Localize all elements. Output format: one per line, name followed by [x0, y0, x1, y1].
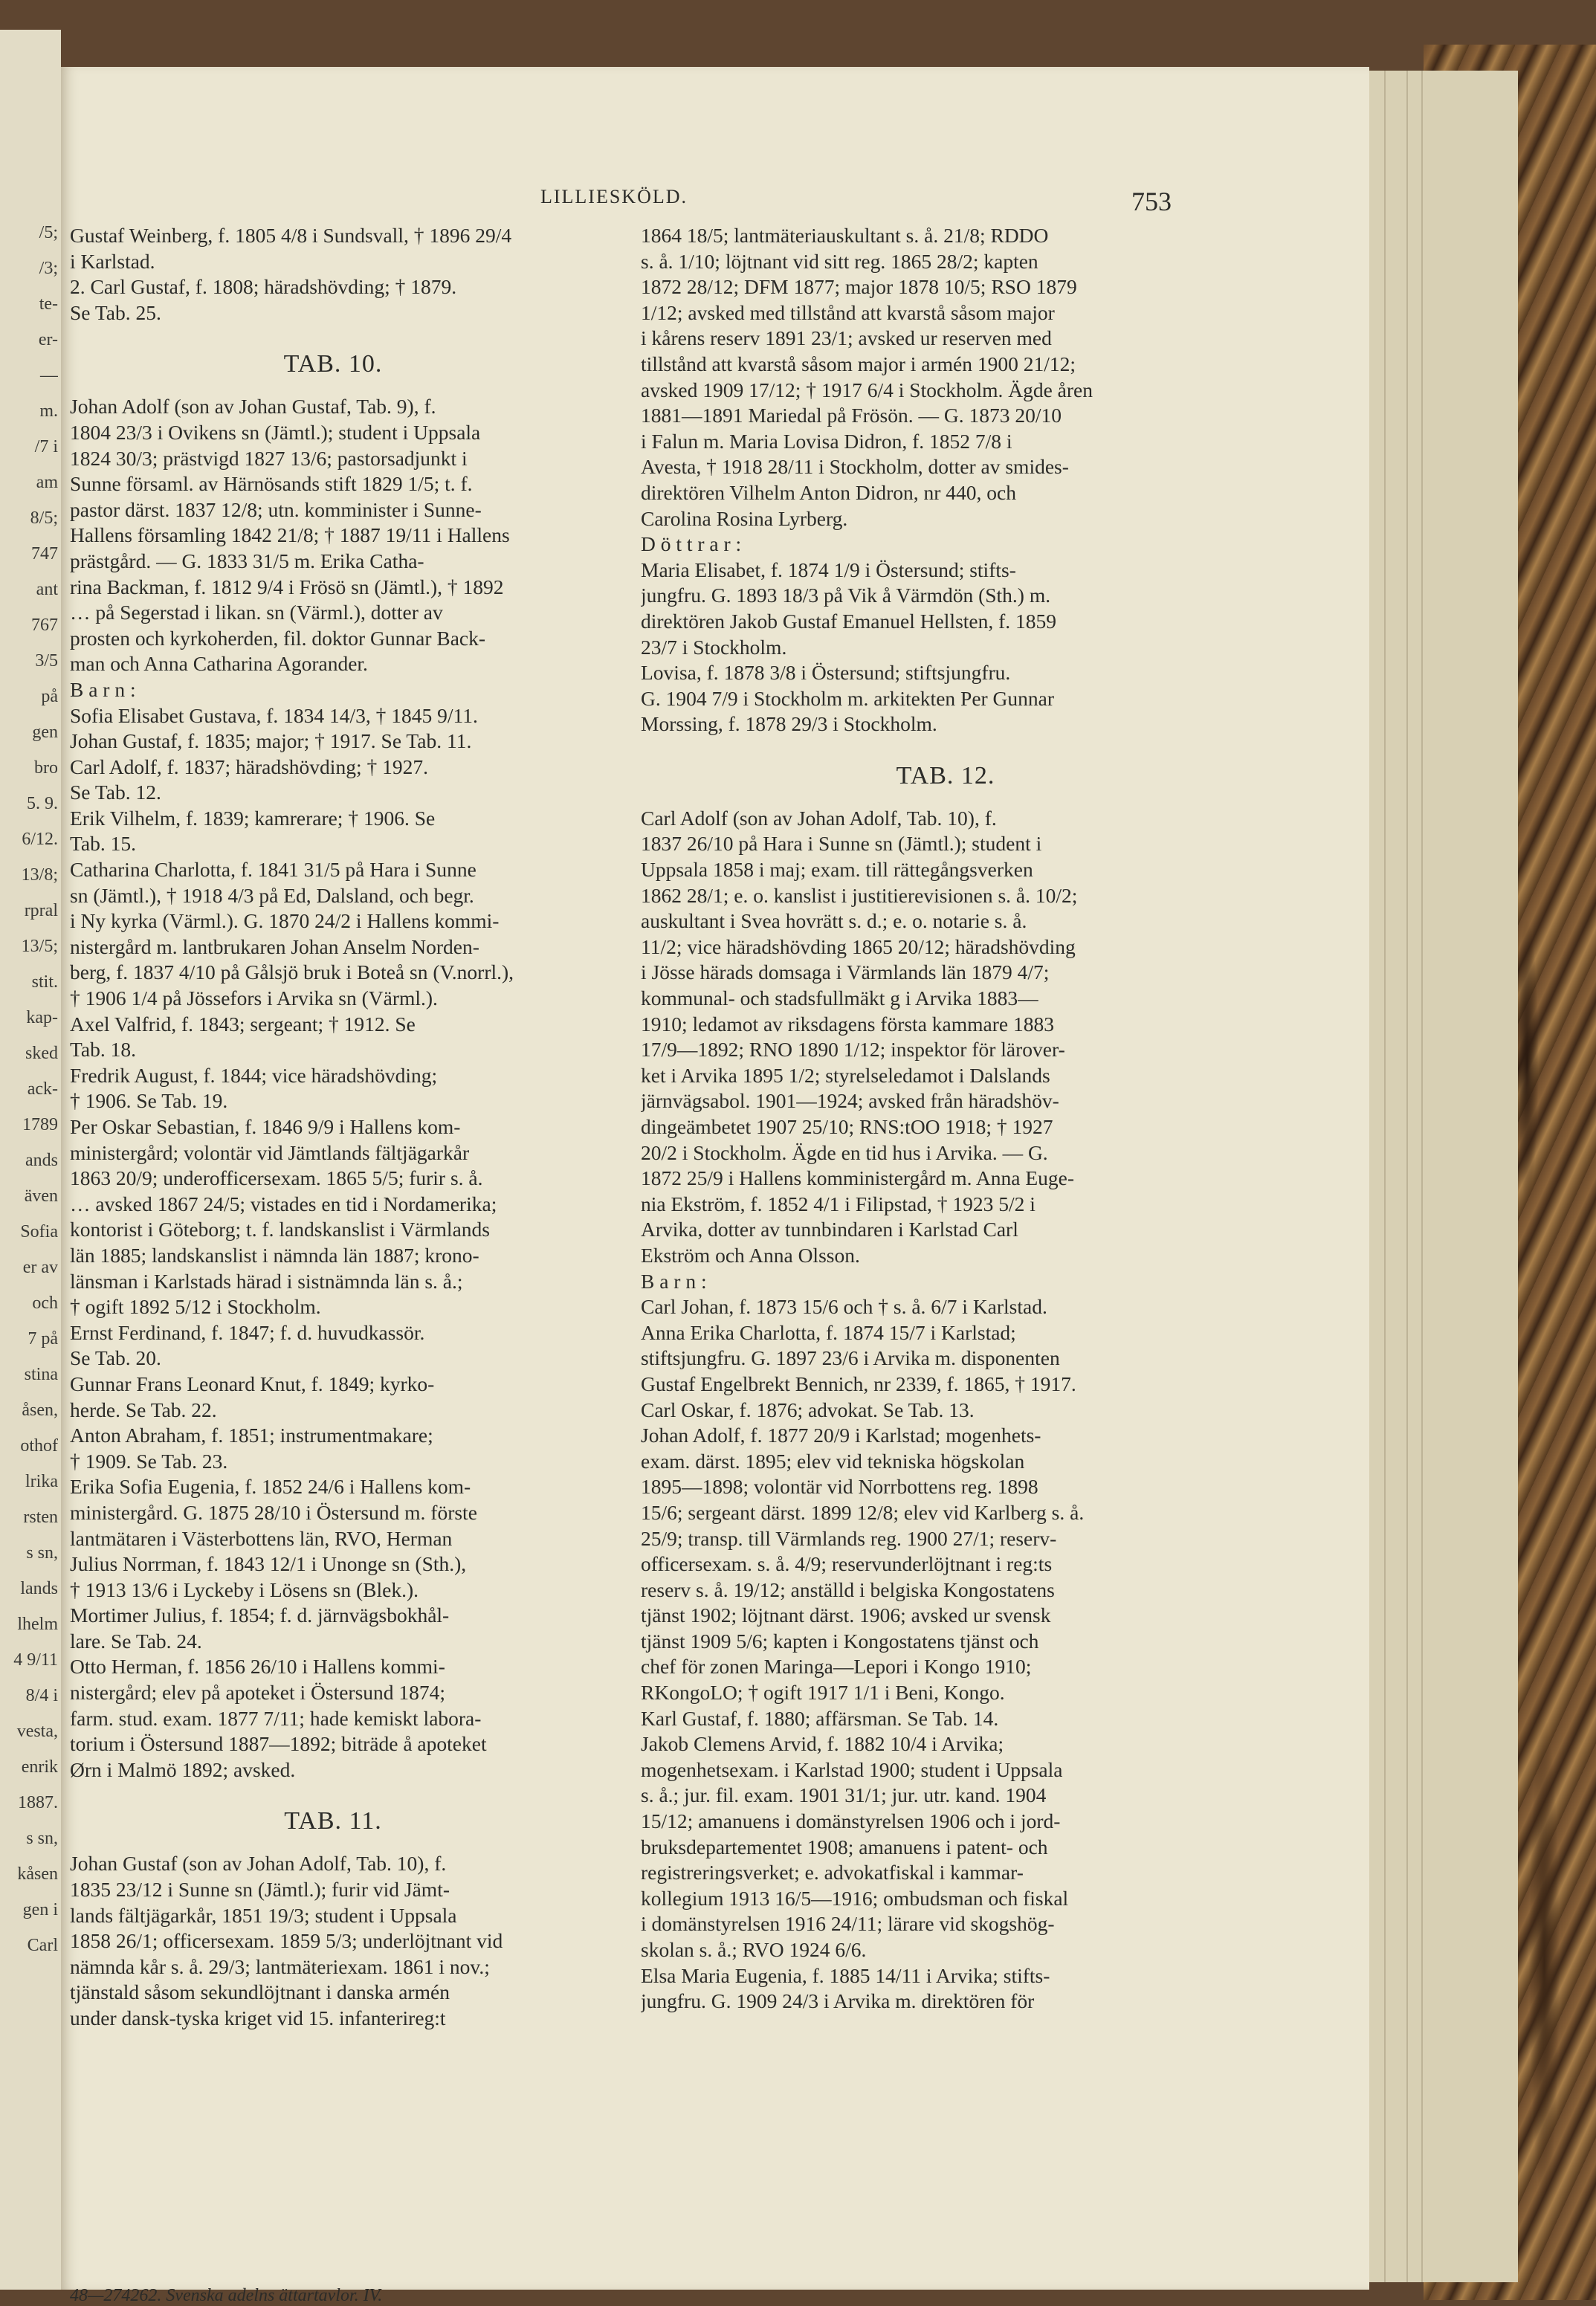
margin-fragment: 767: [31, 616, 58, 635]
margin-fragment: stina: [24, 1365, 58, 1384]
text-line: Carl Adolf (son av Johan Adolf, Tab. 10), f.: [641, 806, 997, 830]
text-line: Jakob Clemens Arvid, f. 1882 10/4 i Arvika;: [641, 1732, 1004, 1756]
text-line: direktören Vilhelm Anton Didron, nr 440, och: [641, 480, 1016, 504]
text-line: registreringsverket; e. advokatfiskal i kammar-: [641, 1861, 1024, 1884]
text-line: auskultant i Svea hovrätt s. d.; e. o. notarie s. å.: [641, 909, 1027, 933]
text-line: Gunnar Frans Leonard Knut, f. 1849; kyrko-: [70, 1372, 435, 1395]
text-line: Anton Abraham, f. 1851; instrumentmakare;: [70, 1424, 433, 1447]
text-line: avsked 1909 17/12; † 1917 6/4 i Stockholm. Ägde åren: [641, 378, 1093, 401]
text-line: 1872 25/9 i Hallens komministergård m. Anna Euge-: [641, 1166, 1075, 1190]
text-line: nämnda kår s. å. 29/3; lantmäteriexam. 1861 i nov.;: [70, 1954, 490, 1978]
margin-fragment: kåsen: [17, 1864, 58, 1884]
text-line: prästgård. — G. 1833 31/5 m. Erika Catha-: [70, 549, 424, 572]
text-line: chef för zonen Maringa—Lepori i Kongo 1910;: [641, 1655, 1032, 1679]
text-line: herde. Se Tab. 22.: [70, 1398, 217, 1421]
text-line: 20/2 i Stockholm. Ägde en tid hus i Arvika. — G.: [641, 1140, 1048, 1164]
text-line: direktören Jakob Gustaf Emanuel Hellsten, f. 1859: [641, 609, 1057, 633]
margin-fragment: och: [32, 1294, 58, 1313]
text-line: Axel Valfrid, f. 1843; sergeant; † 1912. Se: [70, 1012, 416, 1036]
margin-fragment: rsten: [23, 1508, 58, 1527]
text-line: Tab. 15.: [70, 832, 136, 856]
text-line: B a r n :: [641, 1269, 707, 1293]
text-line: bruksdepartementet 1908; amanuens i patent- och: [641, 1835, 1048, 1858]
text-line: lantmätaren i Västerbottens län, RVO, Herman: [70, 1526, 453, 1550]
margin-fragment: 1789: [22, 1115, 58, 1134]
text-line: Sofia Elisabet Gustava, f. 1834 14/3, † 1845 9/11.: [70, 703, 478, 727]
text-line: 23/7 i Stockholm.: [641, 635, 787, 659]
text-line: 1835 23/12 i Sunne sn (Jämtl.); furir vid Jämt-: [70, 1878, 450, 1902]
text-line: 1862 28/1; e. o. kanslist i justitierevisionen s. å. 10/2;: [641, 883, 1078, 907]
text-line: tillstånd att kvarstå såsom major i armén 1900 21/12;: [641, 352, 1076, 375]
text-line: länsman i Karlstads härad i sistnämnda län s. å.;: [70, 1269, 463, 1293]
margin-fragment: te-: [39, 294, 58, 314]
text-line: 1872 28/12; DFM 1877; major 1878 10/5; RSO 1879: [641, 275, 1077, 299]
margin-fragment: othof: [20, 1436, 58, 1456]
margin-fragment: 13/8;: [21, 865, 58, 885]
text-line: s. å.; jur. fil. exam. 1901 31/1; jur. utr. kand. 1904: [641, 1783, 1047, 1807]
text-line: Erika Sofia Eugenia, f. 1852 24/6 i Hallens kom-: [70, 1475, 471, 1499]
text-line: Mortimer Julius, f. 1854; f. d. järnvägsbokhål-: [70, 1603, 450, 1627]
signature-footer: 48—274262. Svenska adelns ättartavlor. IV.: [70, 2286, 383, 2305]
margin-fragment: 3/5: [35, 651, 58, 671]
text-line: † 1906 1/4 på Jössefors i Arvika sn (Värml.).: [70, 986, 438, 1010]
text-line: i domänstyrelsen 1916 24/11; lärare vid skogshög-: [641, 1912, 1055, 1936]
margin-fragment: ack-: [27, 1079, 58, 1099]
margin-fragment: /7 i: [34, 437, 58, 456]
text-line: 1864 18/5; lantmäteriauskultant s. å. 21/8; RDDO: [641, 224, 1049, 247]
text-line: kollegium 1913 16/5—1916; ombudsman och fiskal: [641, 1886, 1069, 1910]
text-line: officersexam. s. å. 4/9; reservunderlöjtnant i reg:ts: [641, 1552, 1053, 1576]
text-line: 1881—1891 Mariedal på Frösön. — G. 1873 20/10: [641, 404, 1062, 427]
margin-fragment: ands: [25, 1151, 58, 1170]
text-line: län 1885; landskanslist i nämnda län 1887; krono-: [70, 1243, 479, 1267]
text-line: i kårens reserv 1891 23/1; avsked ur reserven med: [641, 326, 1052, 350]
text-line: Carl Oskar, f. 1876; advokat. Se Tab. 13.: [641, 1398, 975, 1421]
text-line: Hallens församling 1842 21/8; † 1887 19/11 i Hallens: [70, 523, 510, 547]
text-line: 1804 23/3 i Ovikens sn (Jämtl.); student i Uppsala: [70, 420, 481, 444]
margin-fragment: Carl: [27, 1936, 58, 1955]
text-line: jungfru. G. 1909 24/3 i Arvika m. direktören för: [641, 1989, 1035, 2013]
margin-fragment: /3;: [39, 259, 58, 278]
margin-fragment: gen i: [22, 1900, 58, 1919]
text-line: nistergård m. lantbrukaren Johan Anselm Norden-: [70, 934, 479, 958]
text-line: ket i Arvika 1895 1/2; styrelseledamot i Dalslands: [641, 1063, 1050, 1087]
text-line: lare. Se Tab. 24.: [70, 1629, 202, 1653]
margin-fragment: 6/12.: [22, 830, 58, 849]
text-line: B a r n :: [70, 677, 136, 701]
margin-fragment: 8/4 i: [25, 1686, 58, 1705]
text-line: Ekström och Anna Olsson.: [641, 1243, 860, 1267]
margin-fragment: Sofia: [20, 1222, 58, 1241]
text-line: lands fältjägarkår, 1851 19/3; student i Uppsala: [70, 1903, 457, 1927]
text-line: Tab. 18.: [70, 1038, 136, 1062]
text-line: Uppsala 1858 i maj; exam. till rättegångsverken: [641, 858, 1033, 882]
text-line: Avesta, † 1918 28/11 i Stockholm, dotter av smides-: [641, 455, 1069, 479]
text-line: G. 1904 7/9 i Stockholm m. arkitekten Per Gunnar: [641, 686, 1055, 710]
text-line: 1/12; avsked med tillstånd att kvarstå såsom major: [641, 300, 1055, 324]
text-line: i Jösse härads domsaga i Värmlands län 1879 4/7;: [641, 960, 1050, 984]
margin-fragment: sked: [25, 1044, 58, 1063]
text-line: ministergård. G. 1875 28/10 i Östersund m. förste: [70, 1500, 477, 1524]
margin-fragment: på: [41, 687, 58, 706]
margin-fragment: lhelm: [17, 1615, 58, 1634]
margin-fragment: gen: [32, 723, 58, 742]
margin-fragment: s sn,: [26, 1543, 58, 1563]
text-line: rina Backman, f. 1812 9/4 i Frösö sn (Jämtl.), † 1892: [70, 575, 504, 598]
text-line: tjänstald såsom sekundlöjtnant i danska armén: [70, 1980, 450, 2004]
text-line: † 1913 13/6 i Lyckeby i Lösens sn (Blek.).: [70, 1577, 419, 1601]
margin-fragment: 1887.: [18, 1793, 58, 1812]
text-line: Lovisa, f. 1878 3/8 i Östersund; stiftsjungfru.: [641, 661, 1011, 685]
page-number: 753: [1131, 187, 1172, 216]
text-line: Otto Herman, f. 1856 26/10 i Hallens kommi-: [70, 1655, 445, 1679]
text-line: Johan Gustaf (son av Johan Adolf, Tab. 10), f.: [70, 1852, 447, 1876]
margin-fragment: åsen,: [22, 1401, 58, 1420]
text-line: D ö t t r a r :: [641, 532, 742, 556]
text-line: Sunne församl. av Härnösands stift 1829 1/5; t. f.: [70, 472, 473, 496]
text-line: 1858 26/1; officersexam. 1859 5/3; underlöjtnant vid: [70, 1929, 503, 1953]
text-line: 1863 20/9; underofficersexam. 1865 5/5; furir s. å.: [70, 1166, 483, 1190]
text-line: 25/9; transp. till Värmlands reg. 1900 27/1; reserv-: [641, 1526, 1057, 1550]
text-line: Per Oskar Sebastian, f. 1846 9/9 i Hallens kom-: [70, 1115, 461, 1138]
text-line: Julius Norrman, f. 1843 12/1 i Unonge sn (Sth.),: [70, 1552, 467, 1576]
text-line: Johan Adolf, f. 1877 20/9 i Karlstad; mogenhets-: [641, 1424, 1041, 1447]
text-line: Ernst Ferdinand, f. 1847; f. d. huvudkassör.: [70, 1320, 425, 1344]
text-line: Se Tab. 25.: [70, 300, 161, 324]
text-line: ministergård; volontär vid Jämtlands fältjägarkår: [70, 1140, 470, 1164]
margin-fragment: 8/5;: [30, 508, 58, 528]
text-line: 1895—1898; volontär vid Norrbottens reg. 1898: [641, 1475, 1038, 1499]
right-column: [641, 223, 1250, 2015]
text-line: Gustaf Engelbrekt Bennich, nr 2339, f. 1865, † 1917.: [641, 1372, 1076, 1395]
text-line: 2. Carl Gustaf, f. 1808; häradshövding; † 1879.: [70, 275, 457, 299]
margin-fragment: bro: [34, 758, 58, 778]
margin-fragment: rpral: [24, 901, 58, 920]
margin-fragment: kap-: [26, 1008, 58, 1027]
margin-fragment: lrika: [25, 1472, 58, 1491]
margin-fragment: 4 9/11: [13, 1650, 58, 1670]
margin-fragment: enrik: [21, 1757, 58, 1777]
text-line: Erik Vilhelm, f. 1839; kamrerare; † 1906. Se: [70, 806, 436, 830]
text-line: … avsked 1867 24/5; vistades en tid i Nordamerika;: [70, 1192, 497, 1215]
text-line: i Ny kyrka (Värml.). G. 1870 24/2 i Hallens kommi-: [70, 909, 500, 933]
text-line: järnvägsabol. 1901—1924; avsked från häradshöv-: [641, 1089, 1059, 1113]
margin-fragment: lands: [20, 1579, 58, 1598]
margin-fragment: er-: [38, 330, 58, 349]
margin-fragment: 7 på: [28, 1329, 58, 1349]
text-line: tjänst 1909 5/6; kapten i Kongostatens tjänst och: [641, 1629, 1039, 1653]
text-line: … på Segerstad i likan. sn (Värml.), dotter av: [70, 601, 443, 624]
previous-page-edge: [0, 30, 61, 2290]
text-line: i Karlstad.: [70, 249, 155, 273]
text-line: 1910; ledamot av riksdagens första kammare 1883: [641, 1012, 1054, 1036]
margin-fragment: ant: [36, 580, 58, 599]
margin-fragment: am: [36, 473, 58, 492]
margin-fragment: även: [24, 1186, 58, 1206]
text-line: mogenhetsexam. i Karlstad 1900; student i Uppsala: [641, 1757, 1063, 1781]
text-line: RKongoLO; † ogift 1917 1/1 i Beni, Kongo.: [641, 1681, 1005, 1705]
text-line: Ørn i Malmö 1892; avsked.: [70, 1757, 296, 1781]
margin-fragment: /5;: [39, 223, 58, 242]
text-line: under dansk-tyska kriget vid 15. infanterireg:t: [70, 2006, 446, 2029]
text-line: farm. stud. exam. 1877 7/11; hade kemiskt labora-: [70, 1706, 482, 1730]
text-line: † 1909. Se Tab. 23.: [70, 1449, 228, 1473]
text-line: i Falun m. Maria Lovisa Didron, f. 1852 7/8 i: [641, 429, 1012, 453]
running-head: LILLIESKÖLD.: [540, 186, 688, 207]
margin-fragment: s sn,: [26, 1829, 58, 1848]
table-heading: TAB. 12.: [896, 761, 995, 789]
text-line: Johan Gustaf, f. 1835; major; † 1917. Se Tab. 11.: [70, 729, 472, 753]
text-line: Maria Elisabet, f. 1874 1/9 i Östersund; stifts-: [641, 558, 1016, 581]
margin-fragment: stit.: [31, 972, 58, 992]
text-line: 1837 26/10 på Hara i Sunne sn (Jämtl.); student i: [641, 832, 1042, 856]
text-line: Anna Erika Charlotta, f. 1874 15/7 i Karlstad;: [641, 1320, 1016, 1344]
text-line: 11/2; vice häradshövding 1865 20/12; häradshövding: [641, 934, 1076, 958]
text-line: 15/6; sergeant därst. 1899 12/8; elev vid Karlberg s. å.: [641, 1500, 1085, 1524]
text-line: Morssing, f. 1878 29/3 i Stockholm.: [641, 712, 937, 736]
text-line: Carl Johan, f. 1873 15/6 och † s. å. 6/7 i Karlstad.: [641, 1295, 1047, 1319]
text-line: Carl Adolf, f. 1837; häradshövding; † 1927.: [70, 755, 428, 778]
text-line: 15/12; amanuens i domänstyrelsen 1906 och i jord-: [641, 1809, 1061, 1833]
margin-fragment: 747: [31, 544, 58, 563]
text-line: nistergård; elev på apoteket i Östersund 1874;: [70, 1681, 446, 1705]
text-line: kontorist i Göteborg; t. f. landskanslist i Värmlands: [70, 1218, 490, 1241]
text-line: † 1906. Se Tab. 19.: [70, 1089, 228, 1113]
text-line: skolan s. å.; RVO 1924 6/6.: [641, 1938, 867, 1961]
text-line: Se Tab. 20.: [70, 1346, 161, 1370]
page-edges: [1360, 71, 1518, 2282]
text-line: Arvika, dotter av tunnbindaren i Karlstad Carl: [641, 1218, 1018, 1241]
text-line: tjänst 1902; löjtnant därst. 1906; avsked ur svensk: [641, 1603, 1051, 1627]
left-column: [70, 223, 596, 2032]
margin-fragment: 13/5;: [21, 937, 58, 956]
text-line: jungfru. G. 1893 18/3 på Vik å Värmdön (Sth.) m.: [641, 584, 1051, 607]
text-line: pastor därst. 1837 12/8; utn. komminister i Sunne-: [70, 497, 482, 521]
text-line: stiftsjungfru. G. 1897 23/6 i Arvika m. disponenten: [641, 1346, 1060, 1370]
text-line: berg, f. 1837 4/10 på Gålsjö bruk i Boteå sn (V.norrl.),: [70, 960, 514, 984]
text-line: sn (Jämtl.), † 1918 4/3 på Ed, Dalsland, och begr.: [70, 883, 474, 907]
text-line: Gustaf Weinberg, f. 1805 4/8 i Sundsvall, † 1896 29/4: [70, 224, 512, 247]
text-line: prosten och kyrkoherden, fil. doktor Gunnar Back-: [70, 626, 486, 650]
margin-fragment: 5. 9.: [27, 794, 58, 813]
margin-fragment: er av: [22, 1258, 58, 1277]
text-line: † ogift 1892 5/12 i Stockholm.: [70, 1295, 321, 1319]
text-line: nia Ekström, f. 1852 4/1 i Filipstad, † 1923 5/2 i: [641, 1192, 1036, 1215]
table-heading: TAB. 11.: [284, 1807, 382, 1835]
text-line: s. å. 1/10; löjtnant vid sitt reg. 1865 28/2; kapten: [641, 249, 1038, 273]
text-line: 1824 30/3; prästvigd 1827 13/6; pastorsadjunkt i: [70, 446, 468, 470]
text-line: Se Tab. 12.: [70, 781, 161, 804]
text-line: reserv s. å. 19/12; anställd i belgiska Kongostatens: [641, 1577, 1055, 1601]
text-line: torium i Östersund 1887—1892; biträde å apoteket: [70, 1732, 487, 1756]
text-line: man och Anna Catharina Agorander.: [70, 652, 368, 676]
text-line: 17/9—1892; RNO 1890 1/12; inspektor för lärover-: [641, 1038, 1065, 1062]
book-page: [61, 67, 1369, 2305]
table-heading: TAB. 10.: [283, 350, 383, 378]
text-line: Johan Adolf (son av Johan Gustaf, Tab. 9), f.: [70, 395, 436, 419]
text-line: Karl Gustaf, f. 1880; affärsman. Se Tab. 14.: [641, 1706, 999, 1730]
text-line: Elsa Maria Eugenia, f. 1885 14/11 i Arvika; stifts-: [641, 1963, 1050, 1987]
margin-fragment: m.: [39, 401, 58, 421]
text-line: Fredrik August, f. 1844; vice häradshövding;: [70, 1063, 438, 1087]
margin-fragment: —: [40, 366, 58, 385]
text-line: Catharina Charlotta, f. 1841 31/5 på Hara i Sunne: [70, 858, 476, 882]
margin-fragment: vesta,: [16, 1722, 58, 1741]
text-line: exam. därst. 1895; elev vid tekniska högskolan: [641, 1449, 1025, 1473]
text-line: Carolina Rosina Lyrberg.: [641, 506, 848, 530]
text-line: dingeämbetet 1907 25/10; RNS:tOO 1918; † 1927: [641, 1115, 1053, 1138]
text-line: kommunal- och stadsfullmäkt g i Arvika 1883—: [641, 986, 1038, 1010]
